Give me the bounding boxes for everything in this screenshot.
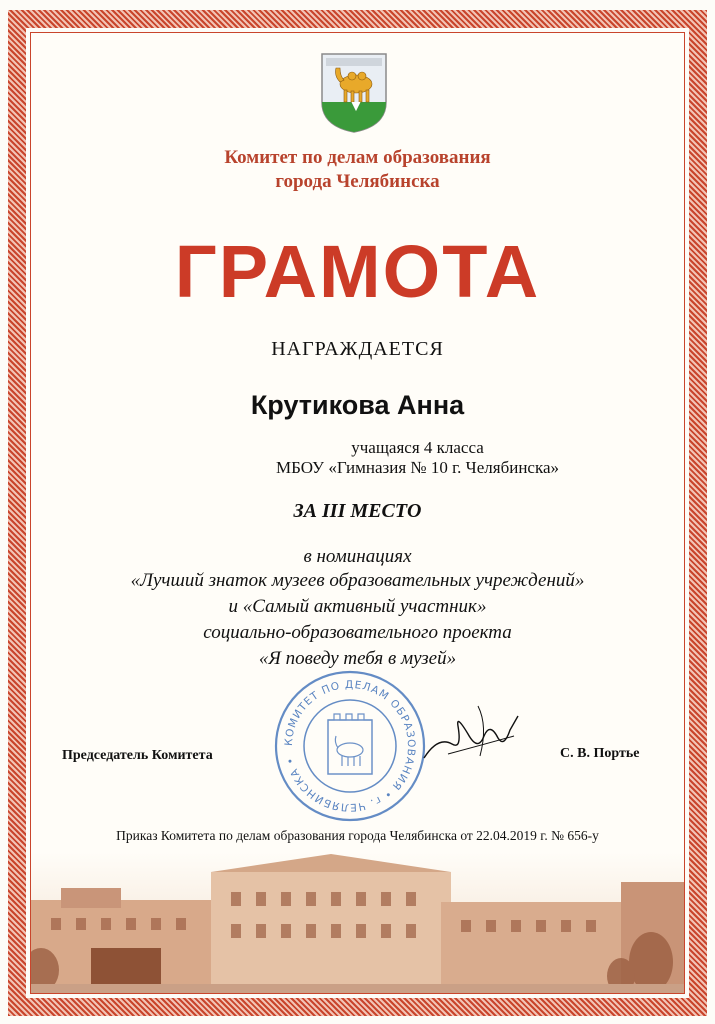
school-building-image (31, 852, 684, 993)
nomination-first: «Лучший знаток музеев образовательных учреждений» (130, 570, 585, 591)
project-name: «Я поведу тебя в музей» (258, 648, 457, 669)
order-reference: Приказ Комитета по делам образования города Челябинска от 22.04.2019 г. № 656-у (116, 828, 599, 843)
recipient-name: Крутикова Анна (250, 390, 465, 420)
chair-title: Председатель Комитета (62, 748, 213, 763)
recipient-grade: учащаяся 4 класса (351, 438, 484, 457)
nomination-second: и «Самый активный участник» (228, 596, 487, 617)
coat-of-arms-icon (318, 50, 390, 134)
committee-heading (0, 146, 715, 194)
certificate-title: ГРАМОТА (174, 230, 541, 313)
project-label: социально-образовательного проекта (203, 622, 512, 643)
official-stamp (272, 668, 428, 824)
svg-text:КОМИТЕТ ПО ДЕЛАМ ОБРАЗОВАНИЯ • (283, 679, 417, 813)
stamp-outer-text: КОМИТЕТ ПО ДЕЛАМ ОБРАЗОВАНИЯ • г. ЧЕЛЯБИНСКА • (282, 678, 418, 814)
recipient-school: МБОУ «Гимназия № 10 г. Челябинска» (275, 458, 560, 477)
nominations-intro: в номинациях (303, 546, 412, 567)
chair-name: С. В. Портье (560, 746, 640, 761)
handwritten-signature (418, 696, 528, 776)
awarded-label: НАГРАЖДАЕТСЯ (271, 338, 444, 360)
stamp-emblem-icon (328, 714, 372, 774)
committee-line-2: города Челябинска (275, 171, 440, 192)
committee-line-1: Комитет по делам образования (224, 147, 491, 168)
award-place: ЗА III МЕСТО (293, 500, 422, 522)
